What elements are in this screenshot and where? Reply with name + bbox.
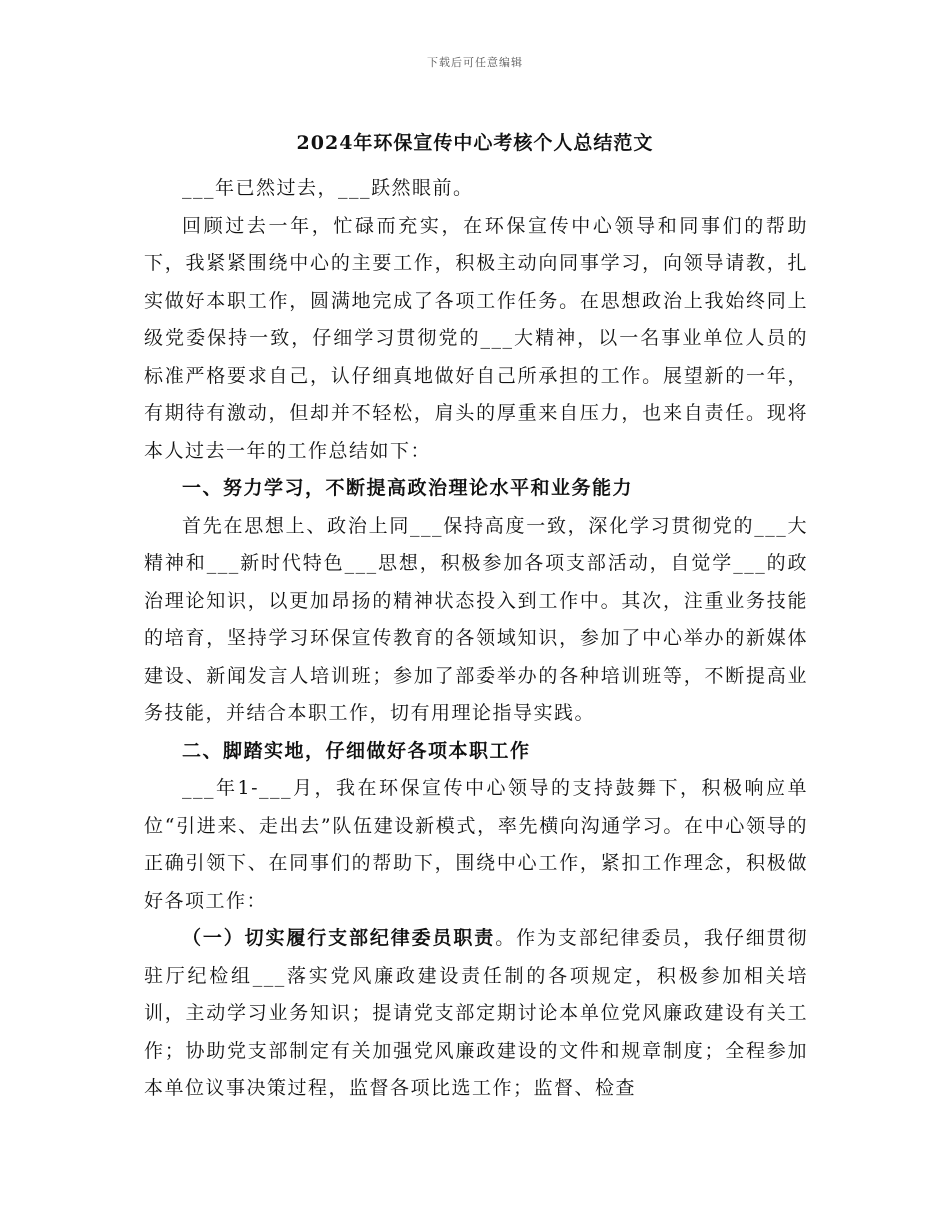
document-body [144, 170, 808, 1108]
paragraph-discipline [144, 920, 808, 1108]
paragraph-intro: ___年已然过去，___跃然眼前。 [182, 177, 474, 199]
header-note: 下载后可任意编辑 [427, 56, 523, 69]
paragraph-discipline-text: 。作为支部纪律委员，我仔细贯彻驻厅纪检组___落实党风廉政建设责任制的各项规定，积极参加相关培训，主动学习业务知识；提请党支部定期讨论本单位党风廉政建设有关工作；协助党支部制定有关加强党风廉政建设的文件和规章制度；全程参加本单位议事决策过程，监督各项比选工作；监督、检查 [144, 927, 808, 1099]
document-title: 2024年环保宣传中心考核个人总结范文 [296, 132, 654, 154]
paragraph-study: 首先在思想上、政治上同___保持高度一致，深化学习贯彻党的___大精神和___新时代特色___思想，积极参加各项支部活动，自觉学___的政治理论知识，以更加昂扬的精神状态投入到工作中。其次，注重业务技能的培育，坚持学习环保宣传教育的各领域知识，参加了中心举办的新媒体建设、新闻发言人培训班；参加了部委举办的各种培训班等，不断提高业务技能，并结合本职工作，切有用理论指导实践。 [144, 514, 808, 724]
section-heading-1: 一、努力学习，不断提高政治理论水平和业务能力 [182, 477, 634, 499]
subsection-heading-1: （一）切实履行支部纪律委员职责 [182, 927, 496, 949]
section-heading-2: 二、脚踏实地，仔细做好各项本职工作 [182, 739, 531, 762]
paragraph-work: ___年1-___月，我在环保宣传中心领导的支持鼓舞下，积极响应单位“引进来、走出去”队伍建设新模式，率先横向沟通学习。在中心领导的正确引领下、在同事们的帮助下，围绕中心工作，紧扣工作理念，积极做好各项工作： [144, 777, 808, 912]
paragraph-review: 回顾过去一年，忙碌而充实，在环保宣传中心领导和同事们的帮助下，我紧紧围绕中心的主要工作，积极主动向同事学习，向领导请教，扎实做好本职工作，圆满地完成了各项工作任务。在思想政治上我始终同上级党委保持一致，仔细学习贯彻党的___大精神，以一名事业单位人员的标准严格要求自己，认仔细真地做好自己所承担的工作。展望新的一年，有期待有激动，但却并不轻松，肩头的厚重来自压力，也来自责任。现将本人过去一年的工作总结如下： [144, 214, 808, 462]
